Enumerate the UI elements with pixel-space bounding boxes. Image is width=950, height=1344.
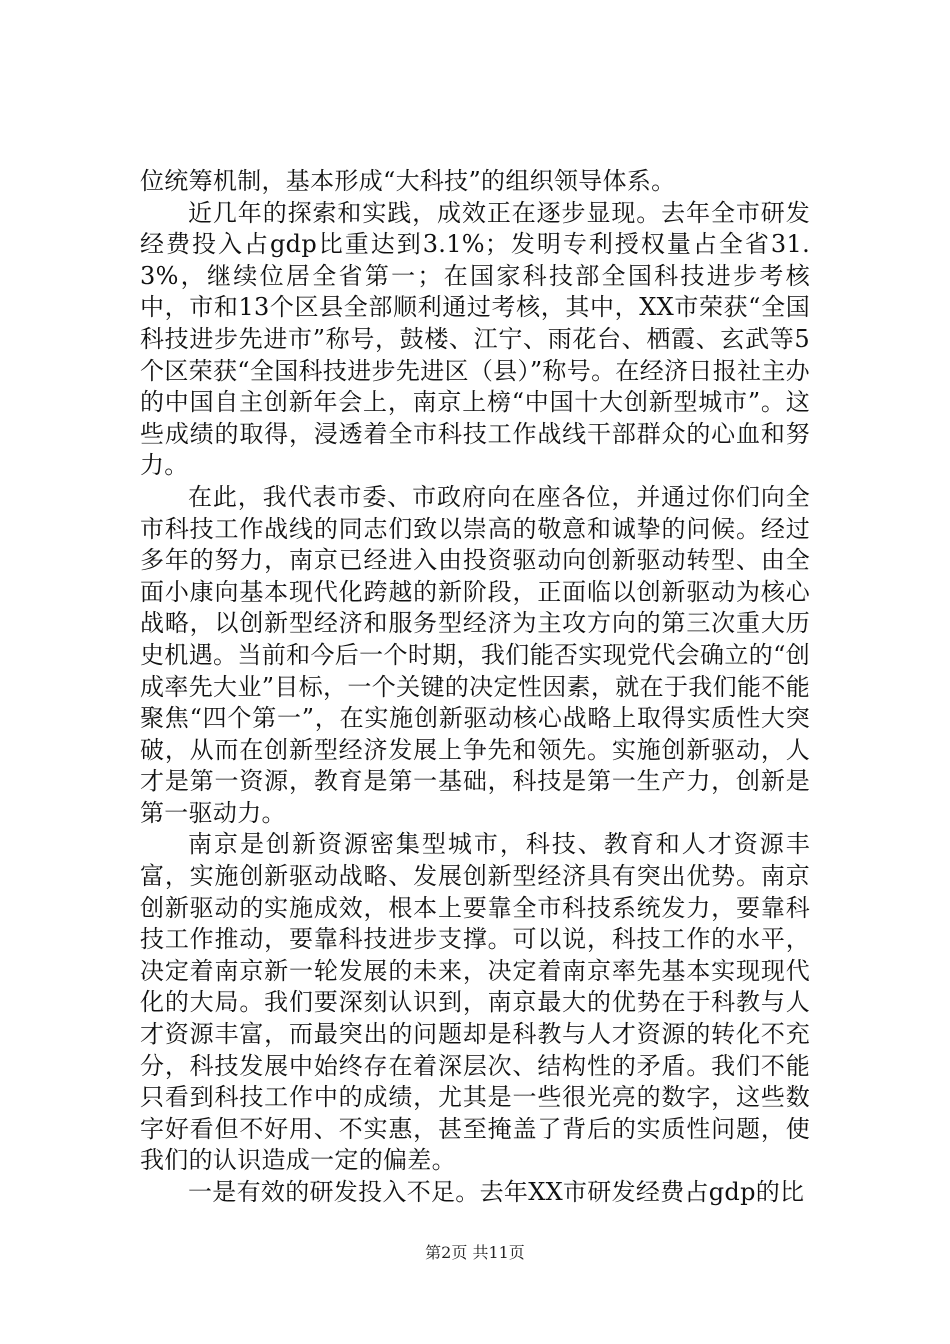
paragraph-2: 近几年的探索和实践，成效正在逐步显现。去年全市研发经费投入占gdp比重达到3.1%；发明专利授权量占全省31.3%，继续位居全省第一；在国家科技部全国科技进步考核中，市和13个区县全部顺利通过考核，其中，XX市荣获“全国科技进步先进市”称号，鼓楼、江宁、雨花台、栖霞、玄武等5个区荣获“全国科技进步先进区（县）”称号。在经济日报社主办的中国自主创新年会上，南京上榜“中国十大创新型城市”。这些成绩的取得，浸透着全市科技工作战线干部群众的心血和努力。 — [140, 198, 810, 480]
paragraph-1: 位统筹机制，基本形成“大科技”的组织领导体系。 — [140, 167, 676, 195]
paragraph-4: 南京是创新资源密集型城市，科技、教育和人才资源丰富，实施创新驱动战略、发展创新型经济具有突出优势。南京创新驱动的实施成效，根本上要靠全市科技系统发力，要靠科技工作推动，要靠科技进步支撑。可以说，科技工作的水平，决定着南京新一轮发展的未来，决定着南京率先基本实现现代化的大局。我们要深刻认识到，南京最大的优势在于科教与人才资源丰富，而最突出的问题却是科教与人才资源的转化不充分，科技发展中始终存在着深层次、结构性的矛盾。我们不能只看到科技工作中的成绩，尤其是一些很光亮的数字，这些数字好看但不好用、不实惠，甚至掩盖了背后的实质性问题，使我们的认识造成一定的偏差。 — [140, 830, 810, 1175]
page-number-footer: 第2页 共11页 — [425, 1243, 525, 1262]
paragraph-3: 在此，我代表市委、市政府向在座各位，并通过你们向全市科技工作战线的同志们致以崇高的敬意和诚挚的问候。经过多年的努力，南京已经进入由投资驱动向创新驱动转型、由全面小康向基本现代化跨越的新阶段，正面临以创新驱动为核心战略，以创新型经济和服务型经济为主攻方向的第三次重大历史机遇。当前和今后一个时期，我们能否实现党代会确立的“创成率先大业”目标，一个关键的决定性因素，就在于我们能不能聚焦“四个第一”，在实施创新驱动核心战略上取得实质性大突破，从而在创新型经济发展上争先和领先。实施创新驱动，人才是第一资源，教育是第一基础，科技是第一生产力，创新是第一驱动力。 — [140, 482, 810, 827]
document-body — [140, 166, 810, 1209]
paragraph-5: 一是有效的研发投入不足。去年XX市研发经费占gdp的比 — [188, 1178, 805, 1206]
